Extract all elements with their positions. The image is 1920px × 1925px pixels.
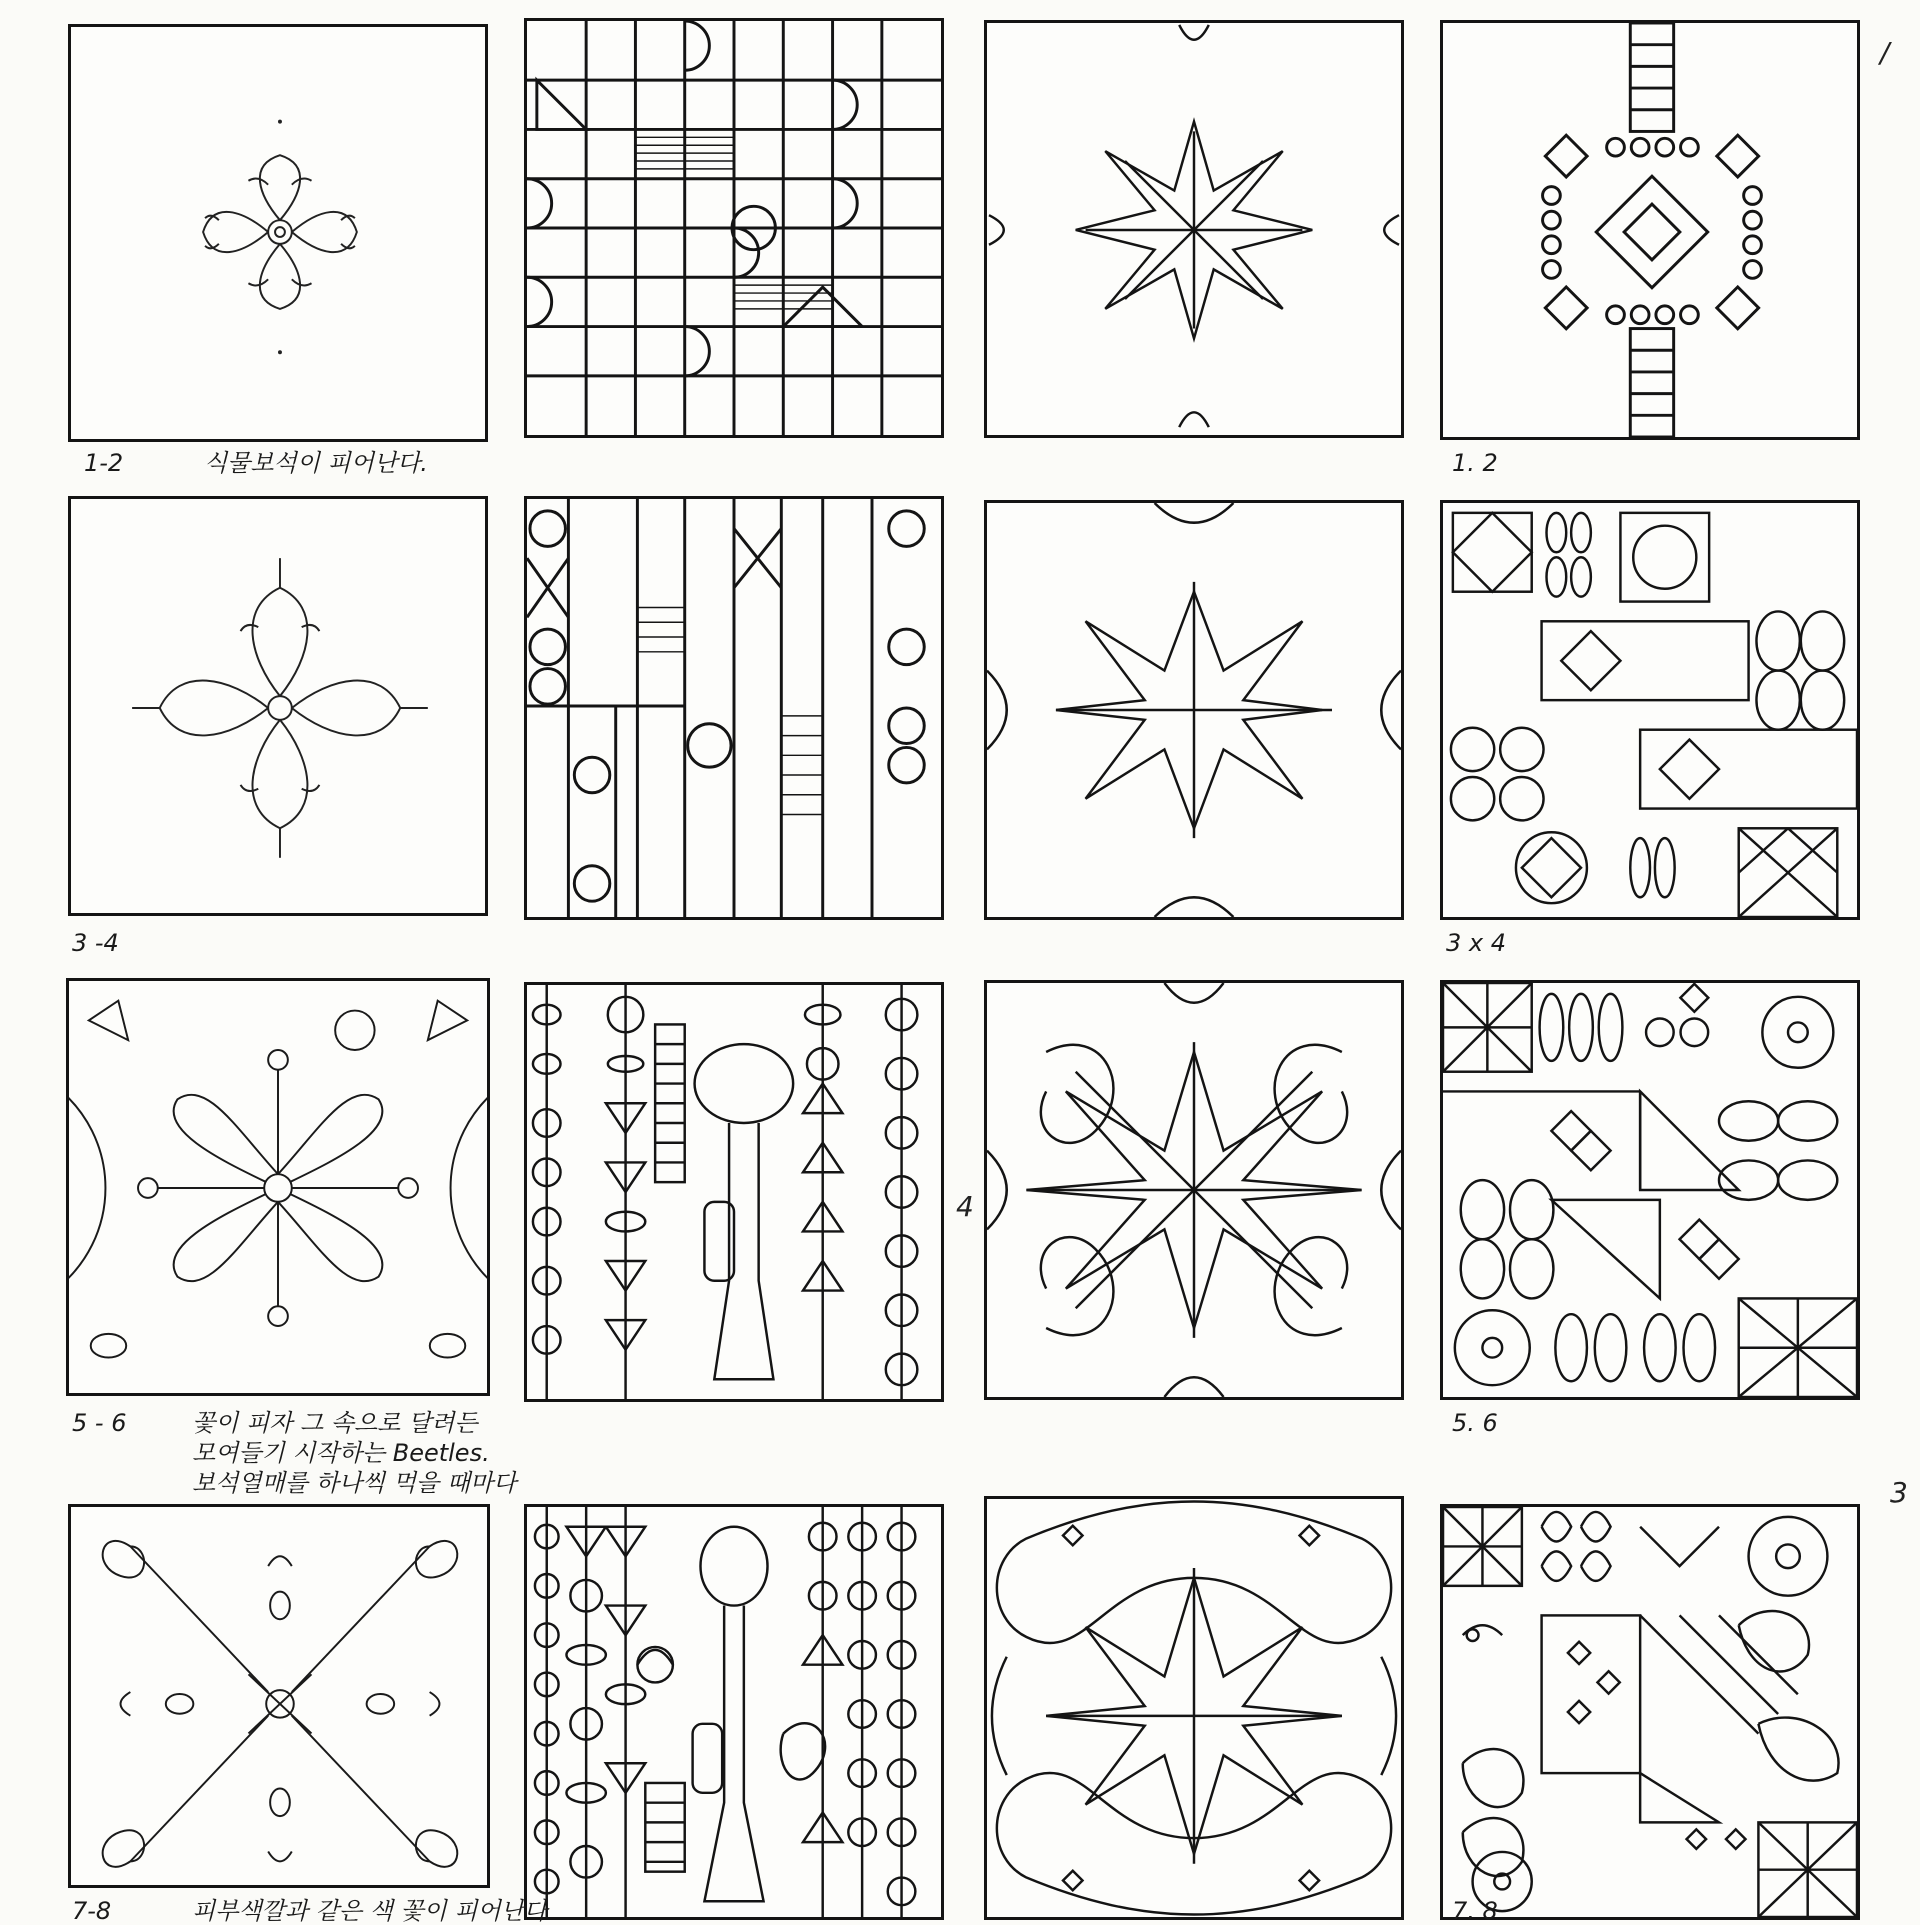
panel-4-3-snake-ring [984,1496,1404,1920]
panel-2-4-scattered-shapes [1440,500,1860,920]
leaf-star-two-drawing [987,503,1401,917]
caption-row-4-text: 피부색깔과 같은 색 꽃이 피어난다 [192,1897,548,1925]
caption-row-2-number: 3 -4 [72,929,119,957]
caption-row-3-line-3 [192,1470,516,1496]
dense-pattern-drawing [1443,1507,1857,1917]
caption-row-3-right-number: 5. 6 [1452,1409,1498,1437]
flower-medallion-drawing [71,27,485,439]
caption-row-3-right [1452,1410,1572,1436]
x-flower-beetles-drawing [71,1507,487,1885]
snake-ring-drawing [987,1499,1401,1917]
panel-1-1-flower-medallion [68,24,488,442]
caption-row-2-left [72,930,192,956]
caption-row-1-number: 1-2 [84,449,124,477]
scattered-shapes-drawing [1443,503,1857,917]
caption-row-2-right-number: 3 x 4 [1446,929,1506,957]
caption-row-1-text: 식물보석이 피어난다. [204,449,428,477]
margin-mark-left-row3: 4 [956,1190,974,1223]
caption-row-3-text: 꽃이 피자 그 속으로 달려든 [192,1409,478,1437]
snake-star-drawing [987,983,1401,1397]
margin-mark-right-mid: 3 [1890,1476,1908,1509]
caption-row-2-right [1446,930,1566,956]
trumpet-pattern-drawing [527,985,941,1399]
vine-flower-drawing [71,499,485,913]
panel-4-2-trumpet-creatures [524,1504,944,1920]
panel-4-4-dense-pattern [1440,1504,1860,1920]
ornate-flower-beetles-drawing [69,981,487,1393]
panel-1-3-leaf-star [984,20,1404,438]
panel-1-2-grid-pattern [524,18,944,438]
caption-row-3-text-2: 모여들기 시작하는 Beetles. [192,1439,490,1467]
panel-3-1-ornate-flower-beetles [66,978,490,1396]
caption-row-4-number: 7-8 [72,1897,112,1925]
caption-row-3-number: 5 - 6 [72,1409,127,1437]
caption-row-1-right-number: 1. 2 [1452,449,1498,477]
caption-row-4-right-number: 7. 8 [1452,1897,1498,1925]
caption-row-3-left [72,1410,478,1436]
leaf-star-drawing [987,23,1401,435]
caption-row-1-right [1452,450,1572,476]
panel-3-4-mixed-pattern [1440,980,1860,1400]
caption-row-1-left [84,450,428,476]
geometric-ring-drawing [1443,23,1857,437]
trumpet-creatures-drawing [527,1507,941,1917]
panel-3-2-trumpet-pattern [524,982,944,1402]
panel-2-1-vine-flower [68,496,488,916]
panel-1-4-geometric-ring [1440,20,1860,440]
column-pattern-drawing [527,499,941,917]
caption-row-3-text-3: 보석열매를 하나씩 먹을 때마다 [192,1469,517,1497]
panel-3-3-snake-star [984,980,1404,1400]
caption-row-3-line-2 [192,1440,490,1466]
caption-row-4-left [72,1898,547,1924]
panel-2-3-leaf-star [984,500,1404,920]
caption-row-4-right [1452,1898,1572,1924]
grid-pattern-drawing [527,21,941,435]
mixed-pattern-drawing [1443,983,1857,1397]
margin-mark-right-top: / [1880,36,1890,69]
panel-4-1-x-flower-beetles [68,1504,490,1888]
panel-2-2-column-pattern [524,496,944,920]
